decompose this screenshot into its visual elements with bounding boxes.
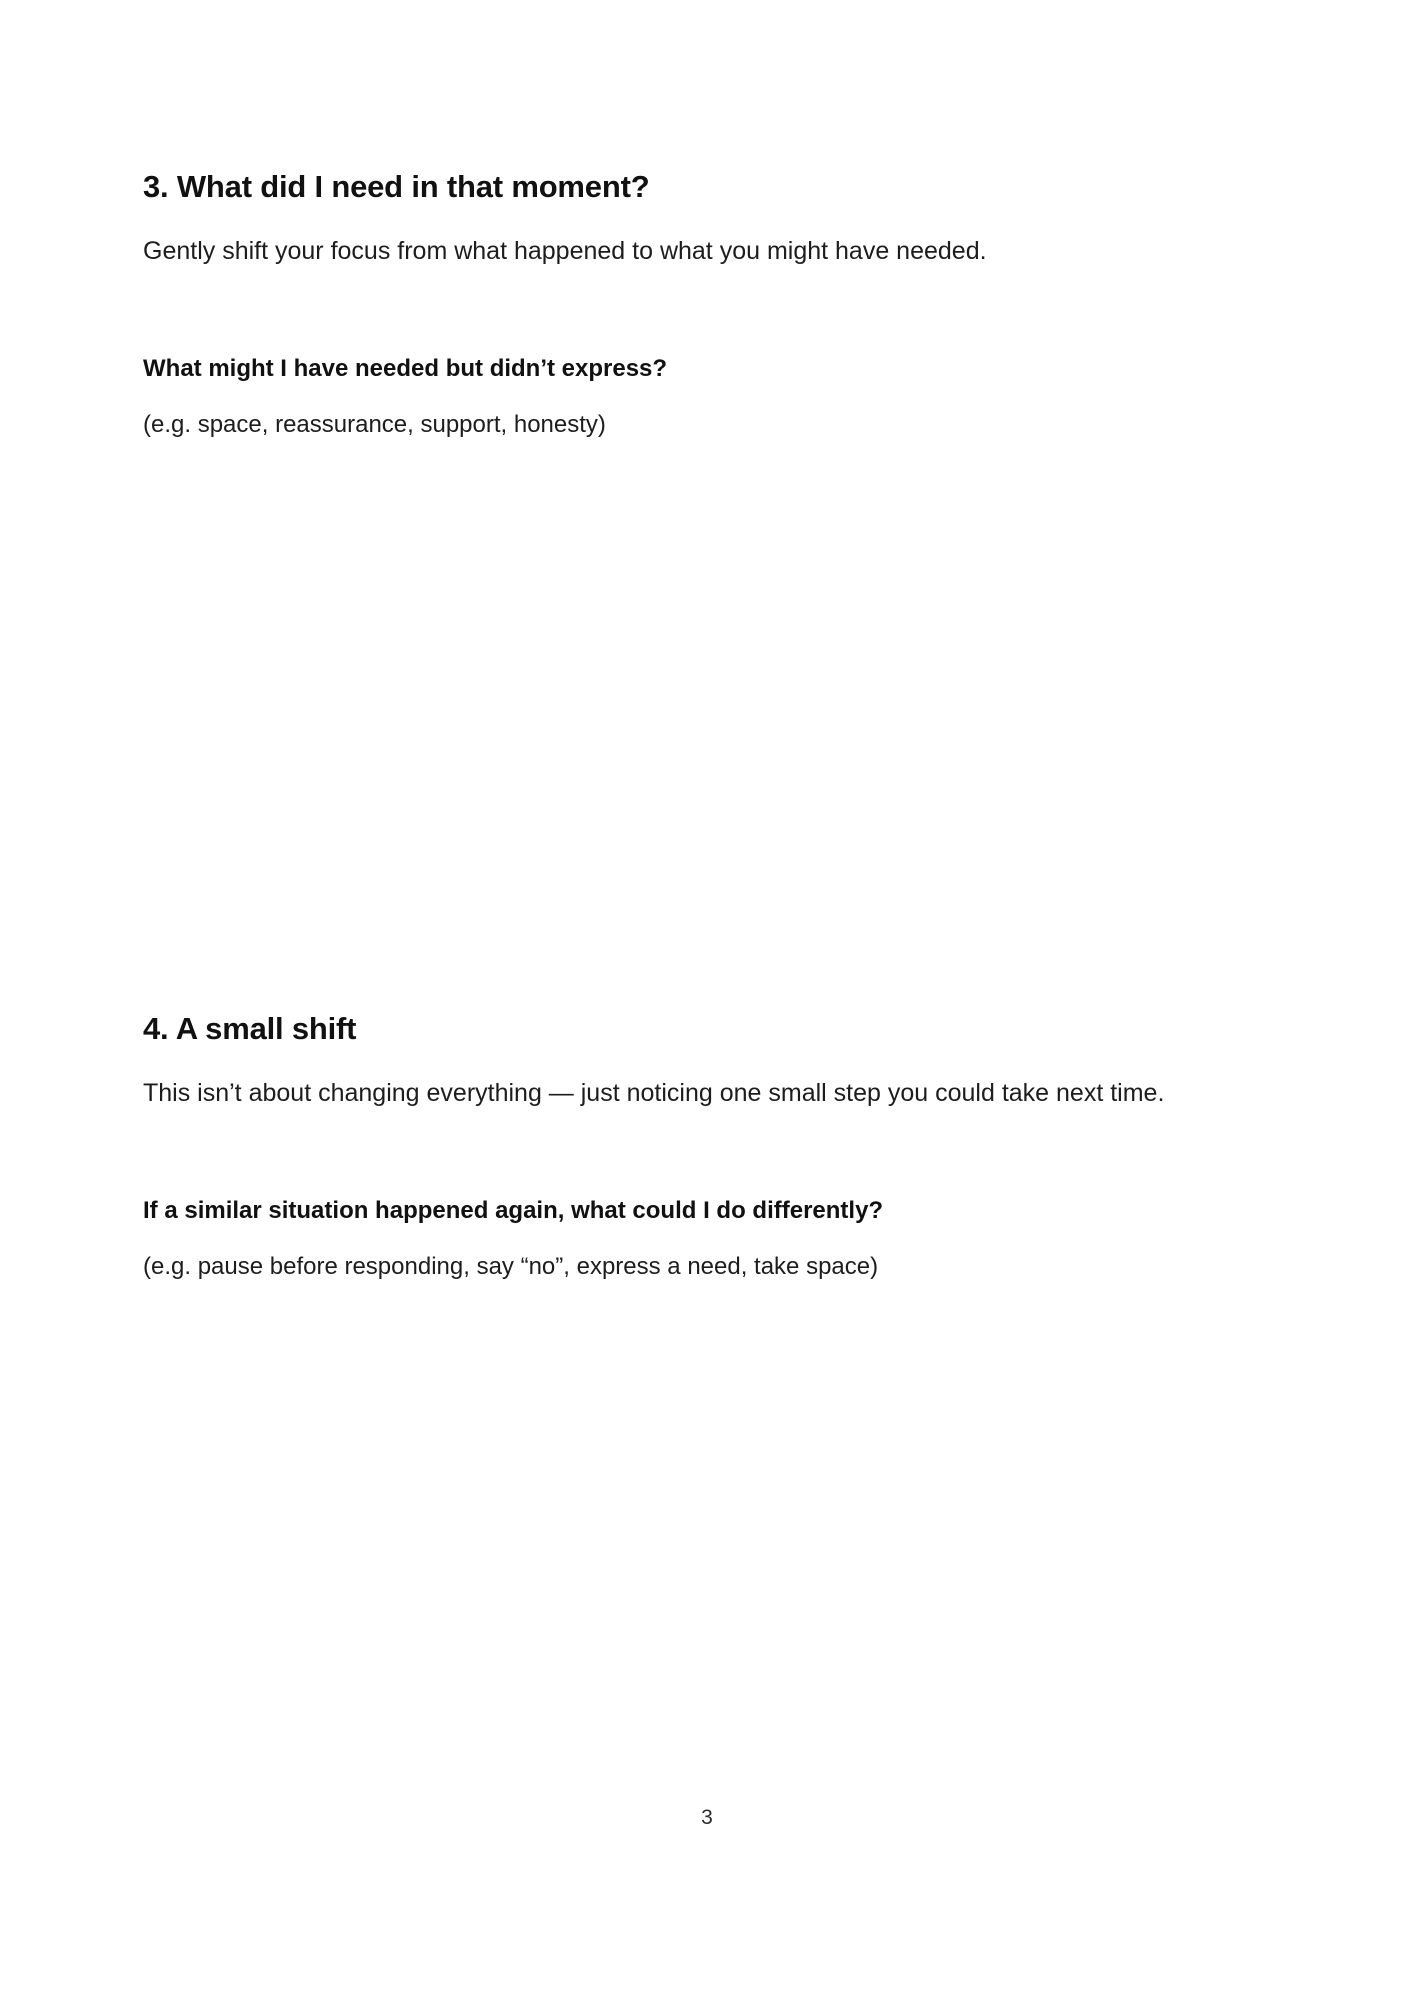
- page-number: 3: [701, 1806, 713, 1829]
- prompt-hint-examples: (e.g. pause before responding, say “no”, express a need, take space): [143, 1252, 879, 1280]
- answer-writing-space[interactable]: [143, 1283, 1258, 1713]
- section-intro-text: This isn’t about changing everything — just noticing one small step you could take next time.: [143, 1078, 1165, 1107]
- prompt-question: What might I have needed but didn’t express?: [143, 355, 668, 383]
- prompt-hint-examples: (e.g. space, reassurance, support, honesty): [143, 410, 606, 438]
- prompt-question: If a similar situation happened again, what could I do differently?: [143, 1197, 884, 1225]
- prompt-block: [143, 352, 1263, 441]
- section-intro-text: Gently shift your focus from what happened to what you might have needed.: [143, 236, 987, 265]
- section-a-small-shift: [143, 1010, 1263, 1713]
- section-what-did-i-need: [143, 168, 1263, 871]
- section-heading: 3. What did I need in that moment?: [143, 169, 650, 204]
- prompt-block: [143, 1194, 1263, 1283]
- section-heading: 4. A small shift: [143, 1011, 357, 1046]
- answer-writing-space[interactable]: [143, 441, 1258, 871]
